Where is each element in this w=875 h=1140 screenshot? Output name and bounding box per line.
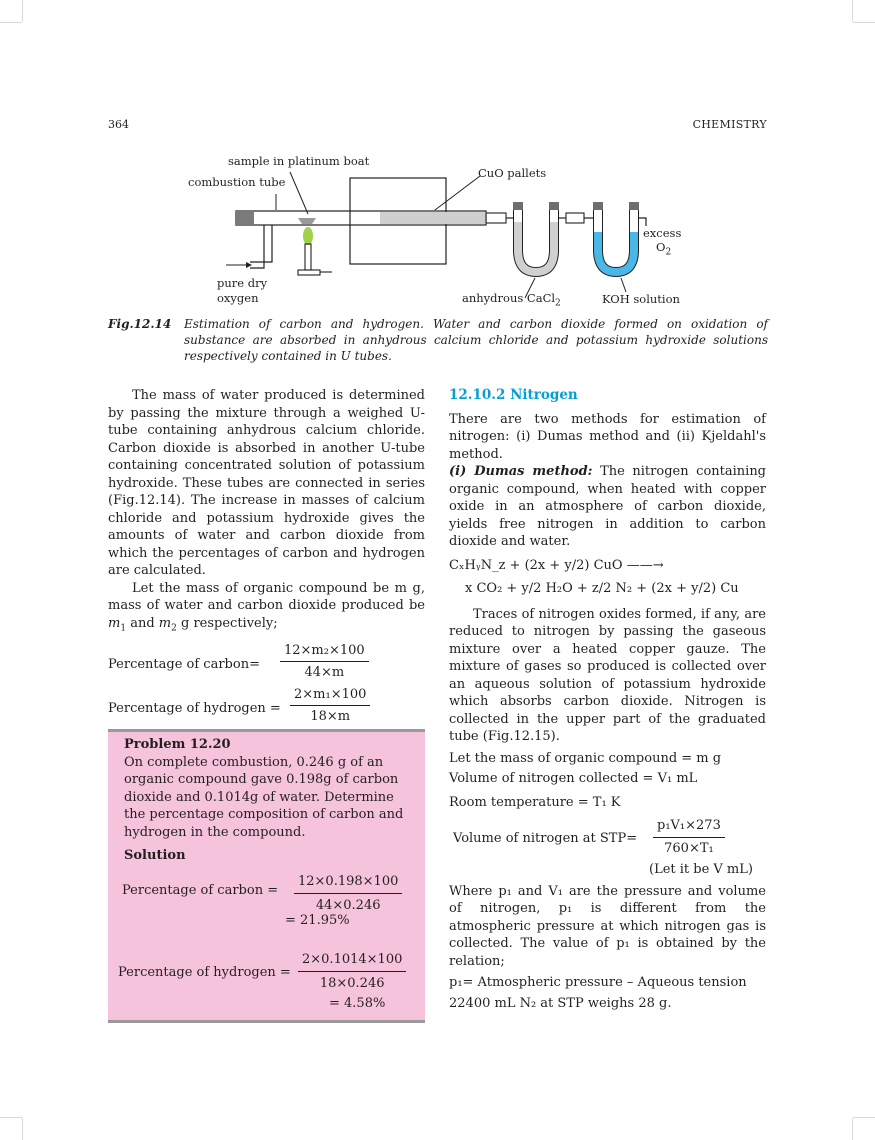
line-stp-weight: 22400 mL N₂ at STP weighs 28 g. bbox=[449, 995, 672, 1011]
let-it-be: (Let it be V mL) bbox=[649, 862, 753, 877]
problem-carbon-fraction bbox=[294, 872, 402, 915]
label-oxygen: oxygen bbox=[217, 291, 259, 305]
problem-carbon-num: 12×0.198×100 bbox=[294, 872, 402, 894]
crop-mark bbox=[853, 1117, 875, 1118]
crop-mark bbox=[0, 22, 22, 23]
label-o2-sub: 2 bbox=[665, 247, 672, 258]
carbon-fraction bbox=[280, 642, 369, 682]
p2-and: and bbox=[130, 615, 155, 631]
stp-formula bbox=[449, 817, 766, 861]
p2-end: g respectively; bbox=[181, 615, 278, 631]
problem-hydrogen-fraction bbox=[298, 950, 406, 993]
crop-mark bbox=[0, 1117, 22, 1118]
paragraph-let-mass: Let the mass of organic compound be m g, mass of water and carbon dioxide produced be $m_1$ and $m_2$ g respectively; bbox=[108, 580, 425, 634]
problem-carbon-label: Percentage of carbon = bbox=[122, 883, 279, 898]
connector bbox=[486, 213, 506, 223]
problem-hydrogen-result: = 4.58% bbox=[329, 996, 386, 1011]
crop-mark bbox=[853, 22, 875, 23]
crop-mark bbox=[852, 0, 853, 22]
hydrogen-numerator: 2×m₁×100 bbox=[290, 686, 370, 707]
hydrogen-formula-label: Percentage of hydrogen = bbox=[108, 700, 281, 716]
crop-mark bbox=[22, 0, 23, 22]
problem-carbon-result: = 21.95% bbox=[285, 913, 350, 928]
line-pressure: p₁= Atmospheric pressure – Aqueous tension bbox=[449, 975, 747, 990]
dumas-text: The nitrogen containing organic compound, when heated with copper oxide in an atmosphere of carbon dioxide, yields free nitrogen in addition to carbon dioxide and water. bbox=[449, 464, 767, 549]
equation-line-2: x CO₂ + y/2 H₂O + z/2 N₂ + (2x + y/2) Cu bbox=[465, 581, 739, 596]
caption-text: Estimation of carbon and hydrogen. Water and carbon dioxide formed on oxidation of substance are absorbed in anhydrous calcium chloride and potassium hydroxide solutions respectively contained in U tubes. bbox=[184, 317, 768, 363]
label-sample: sample in platinum boat bbox=[228, 154, 370, 168]
carbon-denominator: 44×m bbox=[304, 665, 345, 681]
burner bbox=[305, 244, 311, 270]
hydrogen-denominator: 18×m bbox=[310, 709, 351, 725]
carbon-numerator: 12×m₂×100 bbox=[280, 642, 369, 663]
stp-fraction bbox=[653, 817, 725, 857]
page-number: 364 bbox=[108, 118, 129, 131]
label-excess: excess bbox=[643, 226, 682, 240]
paragraph-where: Where p₁ and V₁ are the pressure and volume of nitrogen, p₁ is different from the atmospheric pressure at which nitrogen gas is collected. The value of p₁ is obtained by the relation; bbox=[449, 883, 766, 969]
problem-content bbox=[124, 736, 414, 841]
problem-box bbox=[108, 729, 425, 1023]
label-o2 bbox=[656, 241, 671, 259]
cuo-pellets bbox=[380, 212, 486, 224]
problem-text: On complete combustion, 0.246 g of an organic compound gave 0.198g of carbon dioxide and 0.1014g of water. Determine the percentage composition of carbon and hydrogen in the compound. bbox=[124, 754, 404, 840]
problem-hydrogen-label: Percentage of hydrogen = bbox=[118, 965, 291, 980]
paragraph-traces: Traces of nitrogen oxides formed, if any, are reduced to nitrogen by passing the gaseous mixture over a heated copper gauze. The mixture of gases so produced is collected over an aqueous solution of potassium hydroxide which absorbs carbon dioxide. Nitrogen is collected in the upper part of the graduated tube (Fig.12.15). bbox=[449, 606, 766, 744]
hydrogen-formula bbox=[108, 686, 425, 730]
section-title: 12.10.2 Nitrogen bbox=[449, 387, 578, 403]
crop-mark bbox=[852, 1118, 853, 1140]
problem-carbon-den: 44×0.246 bbox=[315, 898, 381, 913]
crop-mark bbox=[22, 1118, 23, 1140]
carbon-formula-label: Percentage of carbon= bbox=[108, 656, 260, 672]
apparatus-figure bbox=[180, 150, 720, 312]
label-anhydrous-text: anhydrous CaCl bbox=[462, 291, 556, 305]
flame bbox=[303, 227, 313, 245]
dumas-label: (i) Dumas method: bbox=[449, 464, 593, 479]
paragraph-methods: There are two methods for estimation of nitrogen: (i) Dumas method and (ii) Kjeldahl's method. bbox=[449, 411, 766, 462]
label-combustion-tube: combustion tube bbox=[188, 175, 286, 189]
exit-tube bbox=[639, 218, 646, 226]
problem-hydrogen-num: 2×0.1014×100 bbox=[298, 950, 406, 972]
m1-var: m bbox=[108, 615, 121, 631]
carbon-formula bbox=[108, 642, 425, 686]
line-mass: Let the mass of organic compound = m g bbox=[449, 750, 722, 766]
label-anhydrous-sub: 2 bbox=[555, 298, 561, 309]
problem-title: Problem 12.20 bbox=[124, 737, 231, 752]
paragraph-water-mass: The mass of water produced is determined by passing the mixture through a weighed U-tube containing anhydrous calcium chloride. Carbon dioxide is absorbed in another U-tube containing concentrated solution of potassium hydroxide. These tubes are connected in series (Fig.12.14). The increase in masses of calcium chloride and potassium hydroxide gives the amounts of water and carbon dioxide from which the percentages of carbon and hydrogen are calculated. bbox=[108, 388, 425, 578]
platinum-boat bbox=[298, 218, 316, 224]
hydrogen-fraction bbox=[290, 686, 370, 726]
stp-denominator: 760×T₁ bbox=[664, 840, 714, 856]
line-room-temp: Room temperature = T₁ K bbox=[449, 794, 621, 810]
label-koh: KOH solution bbox=[602, 292, 680, 306]
solution-heading: Solution bbox=[124, 848, 186, 863]
stp-numerator: p₁V₁×273 bbox=[653, 817, 725, 838]
stopper bbox=[236, 211, 254, 225]
line-volume: Volume of nitrogen collected = V₁ mL bbox=[449, 771, 698, 786]
stp-label: Volume of nitrogen at STP= bbox=[453, 831, 638, 846]
caption-id: Fig.12.14 bbox=[108, 317, 172, 331]
right-column bbox=[449, 387, 766, 1012]
label-anhydrous bbox=[462, 292, 561, 310]
paragraph-dumas bbox=[449, 463, 766, 551]
problem-hydrogen-den: 18×0.246 bbox=[319, 976, 385, 991]
equation-line-1: CₓHᵧN_z + (2x + y/2) CuO ——→ bbox=[449, 557, 664, 573]
label-cuo: CuO pallets bbox=[478, 166, 547, 180]
m2-var: m bbox=[158, 615, 172, 631]
label-pure-dry: pure dry bbox=[217, 276, 268, 290]
running-title: CHEMISTRY bbox=[692, 118, 767, 131]
label-o2-text: O bbox=[656, 240, 666, 254]
p2-text: Let the mass of organic compound be m g, mass of water and carbon dioxide produced be bbox=[108, 580, 425, 613]
left-column bbox=[108, 387, 425, 730]
